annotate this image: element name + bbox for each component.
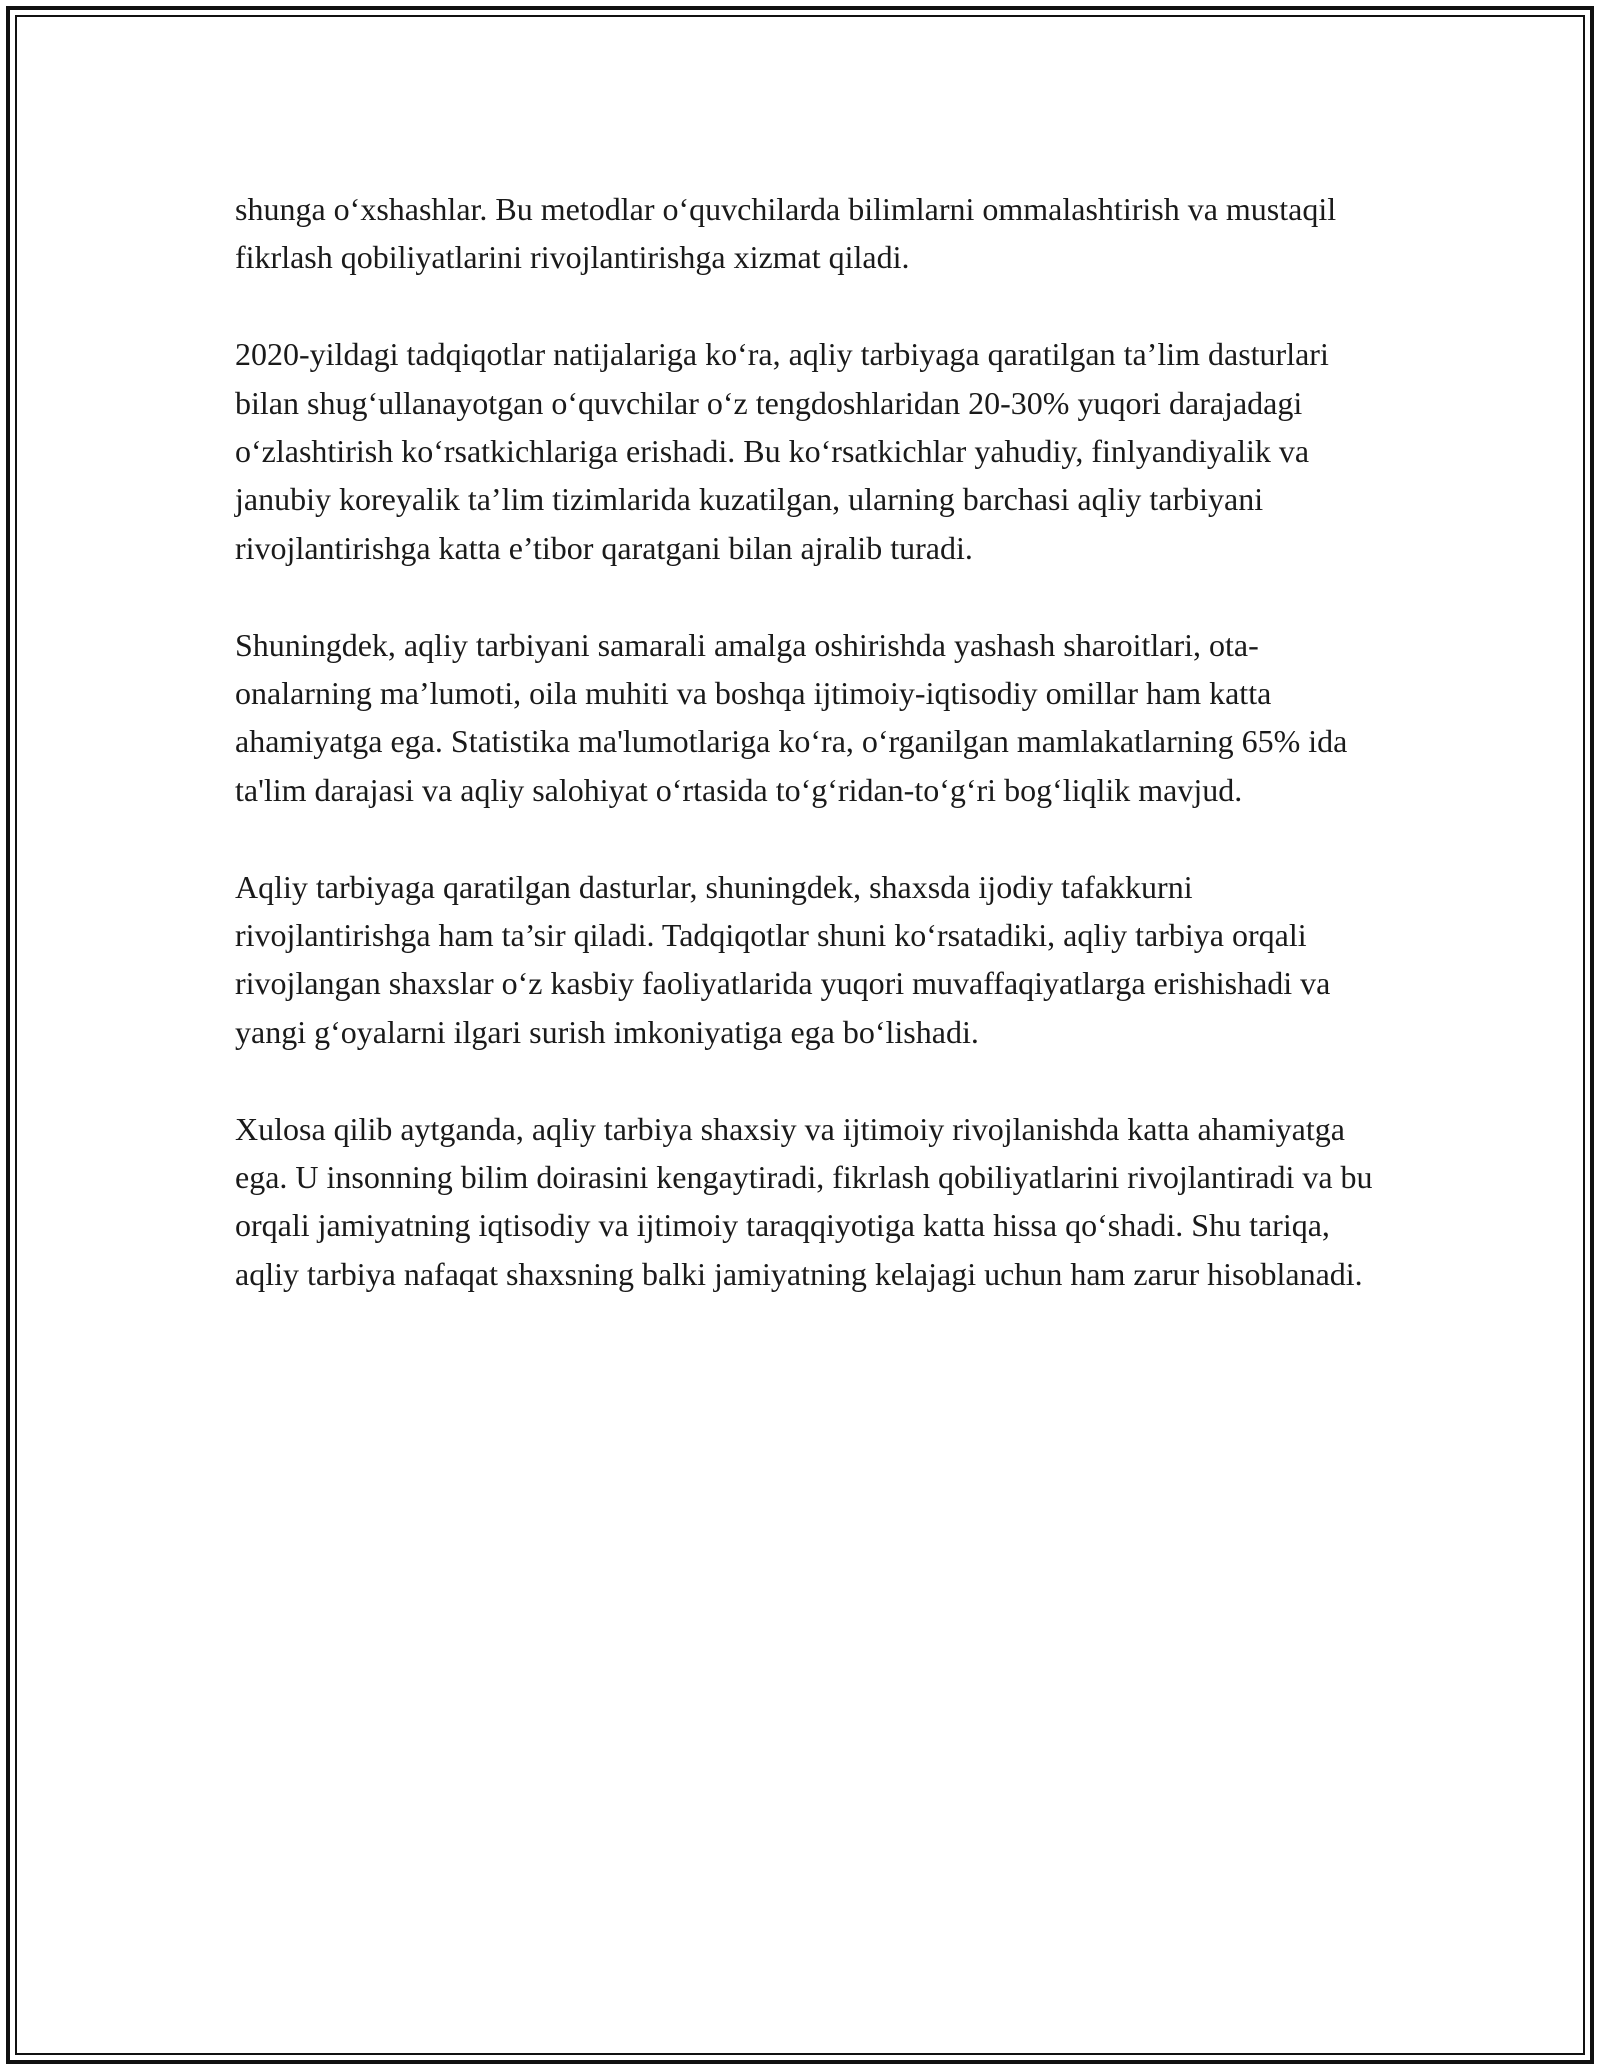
paragraph-4: Aqliy tarbiyaga qaratilgan dasturlar, shuningdek, shaxsda ijodiy tafakkurni rivojlantirishga ham ta’sir qiladi. Tadqiqotlar shuni ko‘rsatadiki, aqliy tarbiya orqali rivojlangan shaxslar o‘z kasbiy faoliyatlarida yuqori muvaffaqiyatlarga erishishadi va yangi g‘oyalarni ilgari surish imkoniyatiga ega bo‘lishadi. (235, 868, 1331, 1050)
paragraph-1: shunga o‘xshashlar. Bu metodlar o‘quvchilarda bilimlarni ommalashtirish va mustaqil fikrlash qobiliyatlarini rivojlantirishga xizmat qiladi. (235, 191, 1337, 276)
document-body (235, 185, 1380, 1347)
paragraph-2: 2020-yildagi tadqiqotlar natijalariga ko‘ra, aqliy tarbiyaga qaratilgan ta’lim dasturlari bilan shug‘ullanayotgan o‘quvchilar o‘z tengdoshlaridan 20-30% yuqori darajadagi o‘zlashtirish ko‘rsatkichlariga erishadi. Bu ko‘rsatkichlar yahudiy, finlyandiyalik va janubiy koreyalik ta’lim tizimlarida kuzatilgan, ularning barchasi aqliy tarbiyani rivojlantirishga katta e’tibor qaratgani bilan ajralib turadi. (235, 336, 1329, 566)
paragraph-3: Shuningdek, aqliy tarbiyani samarali amalga oshirishda yashash sharoitlari, ota-onalarning ma’lumoti, oila muhiti va boshqa ijtimoiy-iqtisodiy omillar ham katta ahamiyatga ega. Statistika ma'lumotlariga ko‘ra, o‘rganilgan mamlakatlarning 65% ida ta'lim darajasi va aqliy salohiyat o‘rtasida to‘g‘ridan-to‘g‘ri bog‘liqlik mavjud. (235, 626, 1348, 808)
paragraph-5: Xulosa qilib aytganda, aqliy tarbiya shaxsiy va ijtimoiy rivojlanishda katta ahamiyatga ega. U insonning bilim doirasini kengaytiradi, fikrlash qobiliyatlarini rivojlantiradi va bu orqali jamiyatning iqtisodiy va ijtimoiy taraqqiyotiga katta hissa qo‘shadi. Shu tariqa, aqliy tarbiya nafaqat shaxsning balki jamiyatning kelajagi uchun ham zarur hisoblanadi. (235, 1110, 1373, 1292)
